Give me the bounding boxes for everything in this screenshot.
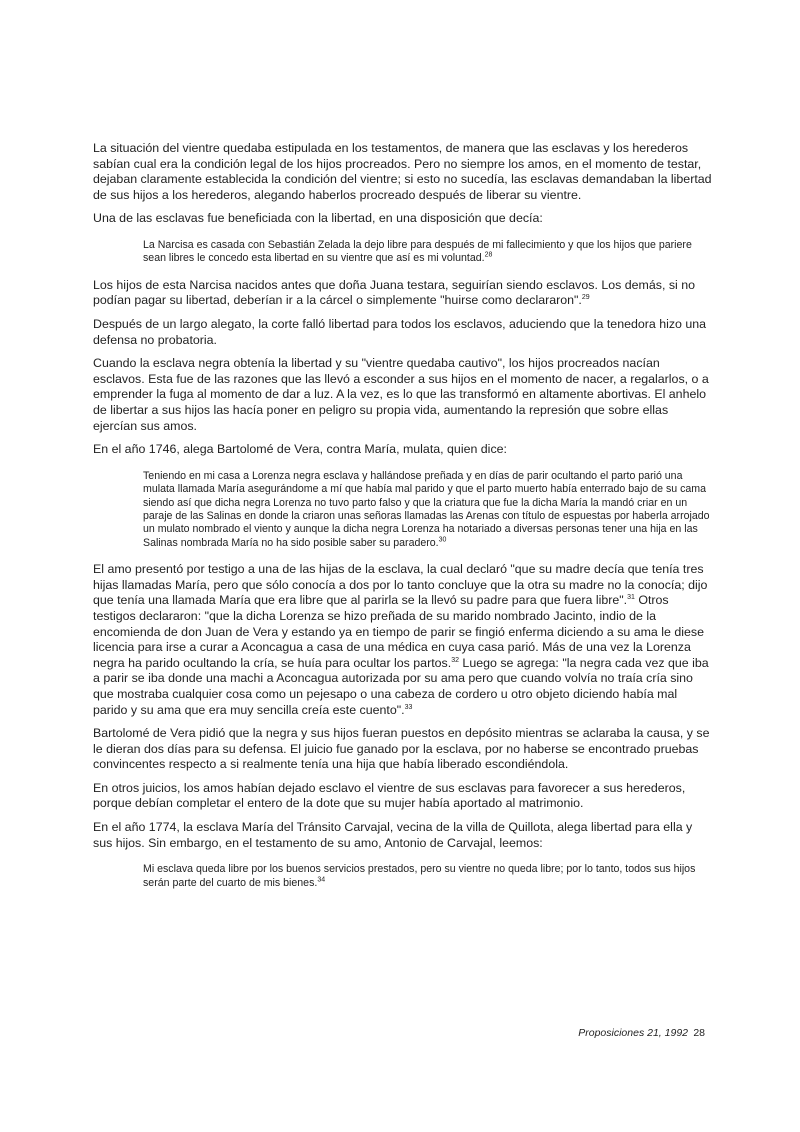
text-span: En otros juicios, los amos habían dejado esclavo el vientre de sus esclavas para favorecer a sus herederos, porque debían completar el entero de la dote que su mujer había aportado al matrimonio. (93, 780, 686, 811)
quote-text (143, 470, 713, 550)
paragraph (93, 562, 713, 718)
paragraph (93, 726, 713, 773)
footnote-ref: 28 (484, 251, 493, 259)
text-span: El amo presentó por testigo a una de las hijas de la esclava, la cual declaró "que su madre decía que tenía tres hijas llamadas María, pero que sólo conocía a dos por lo tanto concluye que la otra su madre no la conocía; dijo que tenía una llamada María que era libre que al parirla se la llevó su padre para que fuera libre". (93, 562, 708, 608)
footer-page-number: 28 (693, 1027, 705, 1039)
paragraph (93, 820, 713, 851)
text-span: Una de las esclavas fue beneficiada con la libertad, en una disposición que decía: (93, 211, 543, 226)
block-quote (143, 239, 713, 266)
footnote-ref: 30 (438, 536, 447, 544)
footnote-ref: 32 (451, 656, 459, 664)
paragraph (93, 781, 713, 812)
text-span: En el año 1774, la esclava María del Tránsito Carvajal, vecina de la villa de Quillota, alega libertad para ella y sus hijos. Sin embargo, en el testamento de su amo, Antonio de Carvajal, leemos: (93, 820, 693, 850)
paragraph (93, 278, 713, 309)
page-footer (0, 1027, 800, 1043)
text-span: Cuando la esclava negra obtenía la libertad y su "vientre quedaba cautivo", los hijos procreados nacían esclavos. Esta fue de las razones que las llevó a esconder a sus hijos en el momento de nacer, a regalarlos, o a emprender la fuga al momento de dar a luz. A la vez, es lo que las transformó en altamente abortivas. El anhelo de libertar a sus hijos las hacía poner en peligro su propia vida, aumentando la represión que sobre ellas ejercían sus amos. (93, 356, 709, 433)
footnote-ref: 29 (581, 294, 590, 302)
paragraph (93, 442, 713, 458)
text-span: Luego se agrega: "la negra cada vez que iba a parir se iba donde una machi a Aconcagua autorizada por su ama pero que cuando volvía no traía cría sino que mostraba cualquier cosa como un pejesapo o una cabeza de cordero u otro objeto diciendo había mal parido y su ama que era muy sencilla creía este cuento". (93, 655, 709, 717)
paragraph (93, 356, 713, 434)
paragraph (93, 317, 713, 348)
text-span: Otros testigos declararon: "que la dicha Lorenza se hizo preñada de su marido nombrado Jacinto, indio de la encomienda de don Juan de Vera y estando ya en tiempo de parir se fingió enferma diciendo a su ama le diese licencia para irse a curar a Aconcagua a casa de una médica en cuya casa parió. Más de una vez la Lorenza negra ha parido ocultando la cría, se huía para ocultar los partos. (93, 593, 704, 670)
text-span: La Narcisa es casada con Sebastián Zelada la dejo libre para después de mi fallecimiento y que los hijos que pariere sean libres le concedo esta libertad en su vientre que así es mi voluntad. (143, 238, 692, 265)
text-span: Mi esclava queda libre por los buenos servicios prestados, pero su vientre no queda libre; por lo tanto, todos sus hijos serán parte del cuarto de mis bienes. (143, 863, 696, 889)
paragraph (93, 211, 713, 227)
text-span: La situación del vientre quedaba estipulada en los testamentos, de manera que las esclavas y los herederos sabían cual era la condición legal de los hijos procreados. Pero no siempre los amos, en el momento de testar, dejaban claramente establecida la condición del vientre; si esto no sucedía, las esclavas demandaban la libertad de sus hijos a los herederos, alegando haberlos procreado después de liberar su vientre. (93, 141, 712, 202)
text-span: Los hijos de esta Narcisa nacidos antes que doña Juana testara, seguirían siendo esclavos. Los demás, si no podían pagar su libertad, deberían ir a la cárcel o simplemente "huirse como declararon". (93, 277, 695, 308)
paragraph (93, 141, 713, 203)
footnote-ref: 31 (627, 594, 635, 602)
footnote-ref: 34 (317, 876, 326, 884)
document-body (93, 141, 713, 902)
text-span: En el año 1746, alega Bartolomé de Vera, contra María, mulata, quien dice: (93, 442, 507, 457)
quote-text (143, 863, 713, 890)
quote-text (143, 239, 713, 266)
text-span: Después de un largo alegato, la corte falló libertad para todos los esclavos, aduciendo que la tenedora hizo una defensa no probatoria. (93, 316, 707, 347)
text-span: Bartolomé de Vera pidió que la negra y sus hijos fueran puestos en depósito mientras se aclaraba la causa, y se le dieran dos días para su defensa. El juicio fue ganado por la esclava, por no haberse se encontrado pruebas convincentes respecto a si realmente tenía una hija que había liberado escondiéndola. (93, 726, 710, 772)
text-span: Teniendo en mi casa a Lorenza negra esclava y hallándose preñada y en días de parir ocultando el parto parió una mulata llamada María asegurándome a mí que había mal parido y que el parto muerto había enterrado bajo de su cama siendo así que dicha negra Lorenza no tuvo parto falso y que la criatura que fue la dicha María la mandó criar en un paraje de las Salinas en donde la criaron unas señoras llamadas las Arenas con título de espuestas por haberla arrojado un mulato nombrado el viento y aunque la dicha negra Lorenza ha notariado a diversas personas tener una hija en las Salinas nombrada María no ha sido posible saber su paradero. (143, 469, 710, 549)
block-quote (143, 863, 713, 890)
block-quote (143, 470, 713, 550)
footnote-ref: 33 (404, 703, 413, 711)
footer-journal: Proposiciones 21, 1992 (578, 1027, 688, 1039)
